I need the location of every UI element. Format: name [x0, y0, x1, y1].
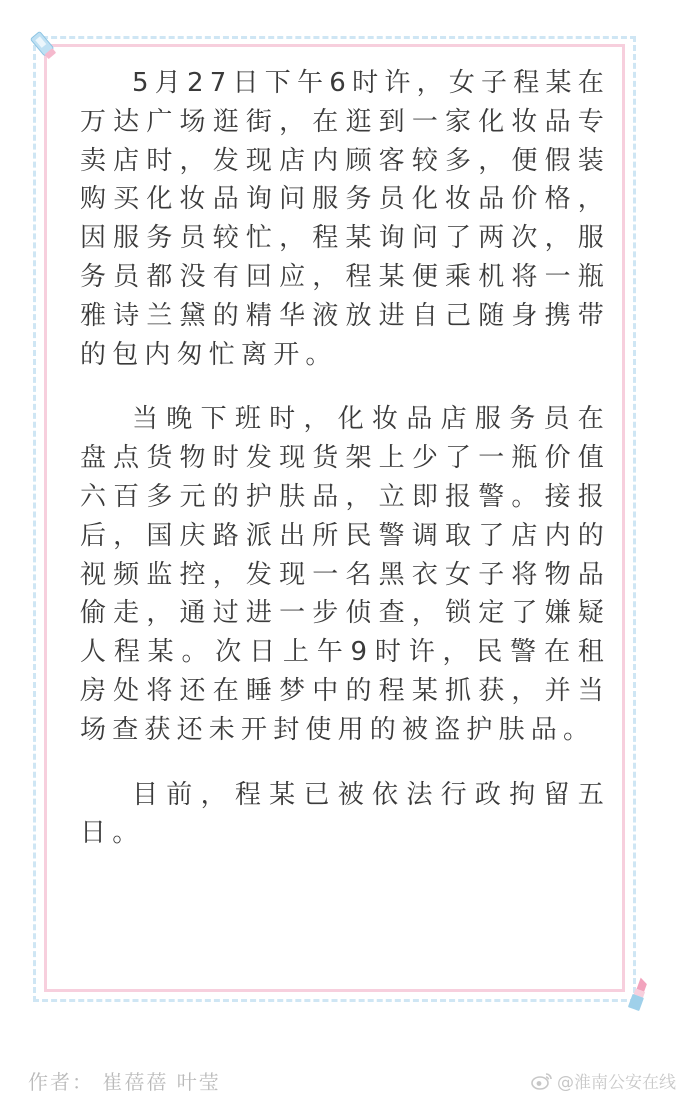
lipstick-icon: [624, 974, 654, 1014]
article-paragraph: 5月27日下午6时许，女子程某在万达广场逛街，在逛到一家化妆品专卖店时，发现店内顾客较多，便假装购买化妆品询问服务员化妆品价格，因服务员较忙，程某询问了两次，服务员都没有回应，程某便乘机将一瓶雅诗兰黛的精华液放进自己随身携带的包内匆忙离开。: [80, 68, 610, 370]
cosmetic-tube-icon: [24, 26, 64, 66]
article-paragraph: 当晚下班时，化妆品店服务员在盘点货物时发现货架上少了一瓶价值六百多元的护肤品，立即报警。接报后，国庆路派出所民警调取了店内的视频监控，发现一名黑衣女子将物品偷走，通过进一步侦查，锁定了嫌疑人程某。次日上午9时许，民警在租房处将还在睡梦中的程某抓获，并当场查获还未开封使用的被盗护肤品。: [80, 404, 610, 745]
author-credit: 作者： 崔蓓蓓 叶莹: [28, 1070, 221, 1094]
article-paragraph: 目前，程某已被依法行政拘留五日。: [80, 779, 610, 849]
article-body: [80, 64, 610, 879]
watermark: [531, 1068, 676, 1093]
weibo-icon: [531, 1072, 553, 1090]
watermark-text: @淮南公安在线: [557, 1073, 676, 1093]
